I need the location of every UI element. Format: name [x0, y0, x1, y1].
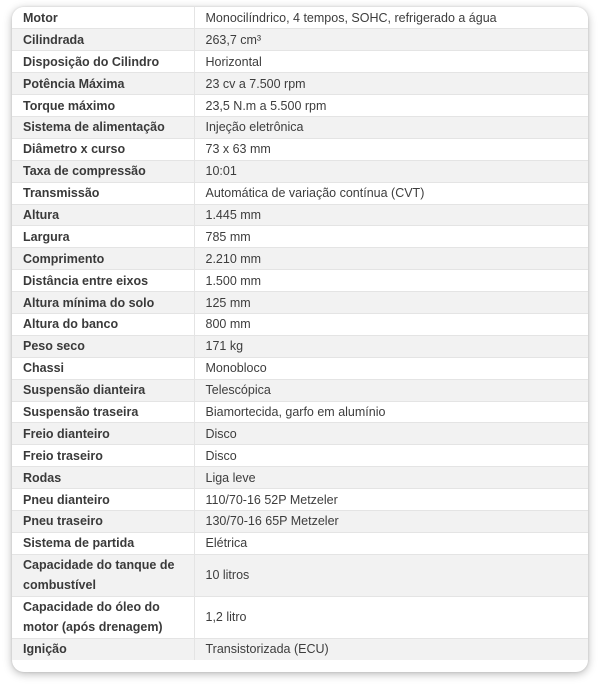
- spec-value: 785 mm: [194, 226, 588, 248]
- spec-row-sistema-alimentacao: [12, 116, 588, 138]
- spec-label: Taxa de compressão: [12, 160, 194, 182]
- spec-value: 130/70-16 65P Metzeler: [194, 510, 588, 532]
- spec-value: 2.210 mm: [194, 248, 588, 270]
- spec-value: 1.500 mm: [194, 270, 588, 292]
- spec-value: 10 litros: [194, 554, 588, 596]
- spec-row-freio-dianteiro: [12, 423, 588, 445]
- spec-row-diametro-curso: [12, 138, 588, 160]
- spec-value: Biamortecida, garfo em alumínio: [194, 401, 588, 423]
- spec-label: Distância entre eixos: [12, 270, 194, 292]
- spec-row-cilindrada: [12, 29, 588, 51]
- spec-label: Freio dianteiro: [12, 423, 194, 445]
- spec-row-altura-banco: [12, 313, 588, 335]
- spec-row-torque-maximo: [12, 95, 588, 117]
- spec-row-freio-traseiro: [12, 445, 588, 467]
- spec-label: Largura: [12, 226, 194, 248]
- spec-value: 110/70-16 52P Metzeler: [194, 489, 588, 511]
- specs-panel: [12, 7, 588, 672]
- spec-label: Disposição do Cilindro: [12, 51, 194, 73]
- spec-row-capacidade-oleo: [12, 596, 588, 638]
- spec-label: Suspensão traseira: [12, 401, 194, 423]
- spec-value: Transistorizada (ECU): [194, 638, 588, 660]
- spec-value: 23 cv a 7.500 rpm: [194, 73, 588, 95]
- spec-value: 73 x 63 mm: [194, 138, 588, 160]
- spec-row-comprimento: [12, 248, 588, 270]
- spec-row-suspensao-traseira: [12, 401, 588, 423]
- spec-label: Motor: [12, 7, 194, 29]
- spec-label: Cilindrada: [12, 29, 194, 51]
- spec-row-altura: [12, 204, 588, 226]
- spec-row-distancia-eixos: [12, 270, 588, 292]
- spec-row-largura: [12, 226, 588, 248]
- spec-row-potencia-maxima: [12, 73, 588, 95]
- spec-value: Telescópica: [194, 379, 588, 401]
- spec-value: Disco: [194, 445, 588, 467]
- spec-label: Capacidade do óleo do motor (após drenagem): [12, 596, 194, 638]
- spec-label: Sistema de partida: [12, 532, 194, 554]
- spec-value: 171 kg: [194, 335, 588, 357]
- spec-row-motor: [12, 7, 588, 29]
- spec-label: Suspensão dianteira: [12, 379, 194, 401]
- spec-value: 1,2 litro: [194, 596, 588, 638]
- spec-label: Diâmetro x curso: [12, 138, 194, 160]
- spec-value: 125 mm: [194, 292, 588, 314]
- spec-value: Elétrica: [194, 532, 588, 554]
- spec-label: Altura do banco: [12, 313, 194, 335]
- spec-label: Potência Máxima: [12, 73, 194, 95]
- spec-value: Disco: [194, 423, 588, 445]
- spec-label: Rodas: [12, 467, 194, 489]
- spec-value: Horizontal: [194, 51, 588, 73]
- spec-row-taxa-compressao: [12, 160, 588, 182]
- spec-value: 800 mm: [194, 313, 588, 335]
- spec-value: 23,5 N.m a 5.500 rpm: [194, 95, 588, 117]
- spec-label: Pneu dianteiro: [12, 489, 194, 511]
- spec-value: Automática de variação contínua (CVT): [194, 182, 588, 204]
- spec-label: Freio traseiro: [12, 445, 194, 467]
- spec-label: Comprimento: [12, 248, 194, 270]
- spec-row-sistema-partida: [12, 532, 588, 554]
- spec-label: Altura mínima do solo: [12, 292, 194, 314]
- specifications-table: [12, 7, 588, 660]
- spec-label: Altura: [12, 204, 194, 226]
- spec-value: Liga leve: [194, 467, 588, 489]
- spec-row-transmissao: [12, 182, 588, 204]
- spec-row-ignicao: [12, 638, 588, 660]
- spec-label: Sistema de alimentação: [12, 116, 194, 138]
- spec-value: 1.445 mm: [194, 204, 588, 226]
- spec-label: Ignição: [12, 638, 194, 660]
- spec-label: Torque máximo: [12, 95, 194, 117]
- spec-row-altura-minima-solo: [12, 292, 588, 314]
- spec-row-suspensao-dianteira: [12, 379, 588, 401]
- spec-row-pneu-traseiro: [12, 510, 588, 532]
- spec-label: Peso seco: [12, 335, 194, 357]
- spec-label: Transmissão: [12, 182, 194, 204]
- spec-label: Chassi: [12, 357, 194, 379]
- spec-label: Capacidade do tanque de combustível: [12, 554, 194, 596]
- spec-row-chassi: [12, 357, 588, 379]
- spec-label: Pneu traseiro: [12, 510, 194, 532]
- spec-row-rodas: [12, 467, 588, 489]
- spec-row-disposicao-cilindro: [12, 51, 588, 73]
- spec-value: 263,7 cm³: [194, 29, 588, 51]
- spec-value: Monocilíndrico, 4 tempos, SOHC, refrigerado a água: [194, 7, 588, 29]
- spec-row-pneu-dianteiro: [12, 489, 588, 511]
- spec-value: Monobloco: [194, 357, 588, 379]
- spec-value: Injeção eletrônica: [194, 116, 588, 138]
- spec-row-capacidade-tanque: [12, 554, 588, 596]
- spec-value: 10:01: [194, 160, 588, 182]
- spec-row-peso-seco: [12, 335, 588, 357]
